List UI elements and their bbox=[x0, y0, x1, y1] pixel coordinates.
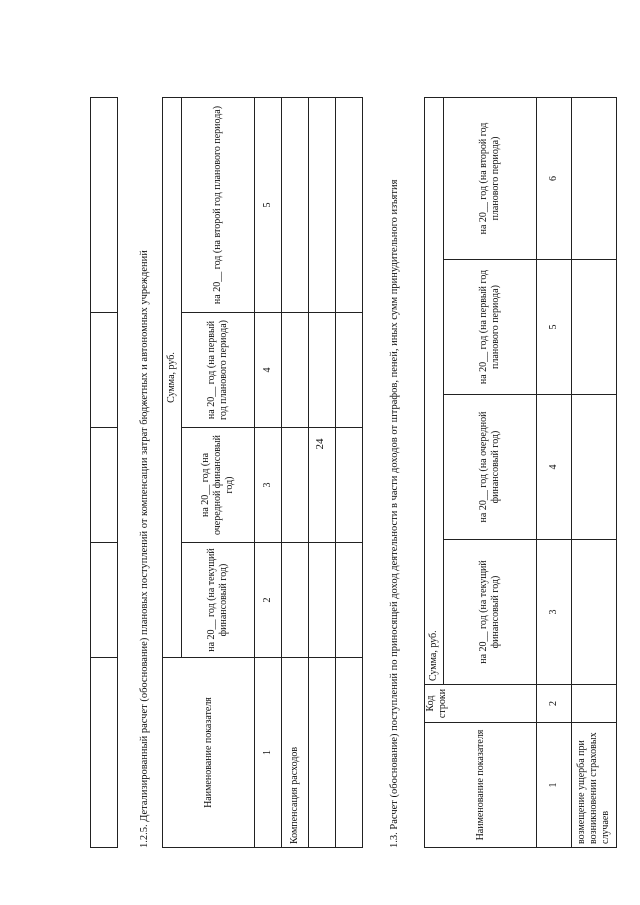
section-13-caption: 1.3. Расчет (обоснование) поступлений по приносящей доход деятельности в части доходов от штрафов, пеней, иных сумм принудительного изъятия bbox=[389, 179, 400, 848]
section-13-table bbox=[424, 97, 617, 848]
header-first-plan-year: на 20__ год (на первый год планового периода) bbox=[444, 260, 537, 395]
column-number: 6 bbox=[537, 97, 572, 259]
header-current-year: на 20__ год (на текущий финансовый год) bbox=[182, 543, 255, 658]
header-name: Наименование показателя bbox=[163, 658, 255, 848]
table-cell[interactable] bbox=[572, 395, 617, 540]
table-cell bbox=[91, 543, 118, 658]
column-number: 2 bbox=[255, 543, 282, 658]
header-second-plan-year: на 20__ год (на второй год планового периода) bbox=[444, 97, 537, 259]
table-cell[interactable] bbox=[336, 313, 363, 428]
table-cell bbox=[91, 313, 118, 428]
table-cell bbox=[91, 428, 118, 543]
rotated-page-content bbox=[90, 98, 611, 848]
section-125-table bbox=[162, 97, 363, 848]
page-number: 24 bbox=[314, 438, 326, 450]
column-number-row bbox=[537, 97, 572, 847]
table-cell[interactable] bbox=[309, 97, 336, 312]
header-sum: Сумма, руб. bbox=[163, 97, 182, 657]
column-number: 1 bbox=[537, 723, 572, 848]
column-number: 5 bbox=[255, 97, 282, 312]
table-cell[interactable] bbox=[572, 540, 617, 685]
header-name: Наименование показателя bbox=[425, 723, 537, 848]
table-row bbox=[336, 97, 363, 847]
table-cell[interactable] bbox=[572, 685, 617, 723]
column-number: 5 bbox=[537, 260, 572, 395]
table-cell bbox=[91, 658, 118, 848]
table-row bbox=[309, 97, 336, 847]
row-name bbox=[336, 658, 363, 848]
section-125-caption: 1.2.5. Детализированный расчет (обоснование) плановых поступлений от компенсации затрат бюджетных и автономных учреждений bbox=[139, 250, 150, 848]
table-cell[interactable] bbox=[572, 97, 617, 259]
column-number: 3 bbox=[255, 428, 282, 543]
table-row bbox=[282, 97, 309, 847]
column-number: 2 bbox=[537, 685, 572, 723]
table-cell[interactable] bbox=[282, 97, 309, 312]
table-header-row bbox=[425, 97, 444, 847]
header-next-year: на 20__ год (на очередной финансовый год) bbox=[444, 395, 537, 540]
table-cell[interactable] bbox=[309, 428, 336, 543]
table-row bbox=[91, 98, 118, 848]
column-number: 1 bbox=[255, 658, 282, 848]
table-cell[interactable] bbox=[309, 313, 336, 428]
table-cell[interactable] bbox=[282, 428, 309, 543]
header-code: Код строки bbox=[425, 685, 537, 723]
column-number: 4 bbox=[537, 395, 572, 540]
header-next-year: на 20__ год (на очередной финансовый год) bbox=[182, 428, 255, 543]
previous-table-fragment bbox=[90, 97, 118, 848]
header-first-plan-year: на 20__ год (на первый год планового периода) bbox=[182, 313, 255, 428]
column-number-row bbox=[255, 97, 282, 847]
table-cell[interactable] bbox=[282, 543, 309, 658]
table-cell[interactable] bbox=[282, 313, 309, 428]
table-cell[interactable] bbox=[336, 428, 363, 543]
table-cell[interactable] bbox=[572, 260, 617, 395]
column-number: 3 bbox=[537, 540, 572, 685]
row-name: возмещение ущерба при возникновении страховых случаев bbox=[572, 723, 617, 848]
row-name: Компенсация расходов bbox=[282, 658, 309, 848]
table-cell bbox=[91, 98, 118, 313]
column-number: 4 bbox=[255, 313, 282, 428]
header-second-plan-year: на 20__ год (на второй год планового периода) bbox=[182, 97, 255, 312]
header-sum: Сумма, руб. bbox=[425, 97, 444, 684]
header-current-year: на 20__ год (на текущий финансовый год) bbox=[444, 540, 537, 685]
table-cell[interactable] bbox=[336, 97, 363, 312]
table-cell[interactable] bbox=[336, 543, 363, 658]
row-name bbox=[309, 658, 336, 848]
table-row bbox=[572, 97, 617, 847]
table-header-row bbox=[163, 97, 182, 847]
table-cell[interactable] bbox=[309, 543, 336, 658]
